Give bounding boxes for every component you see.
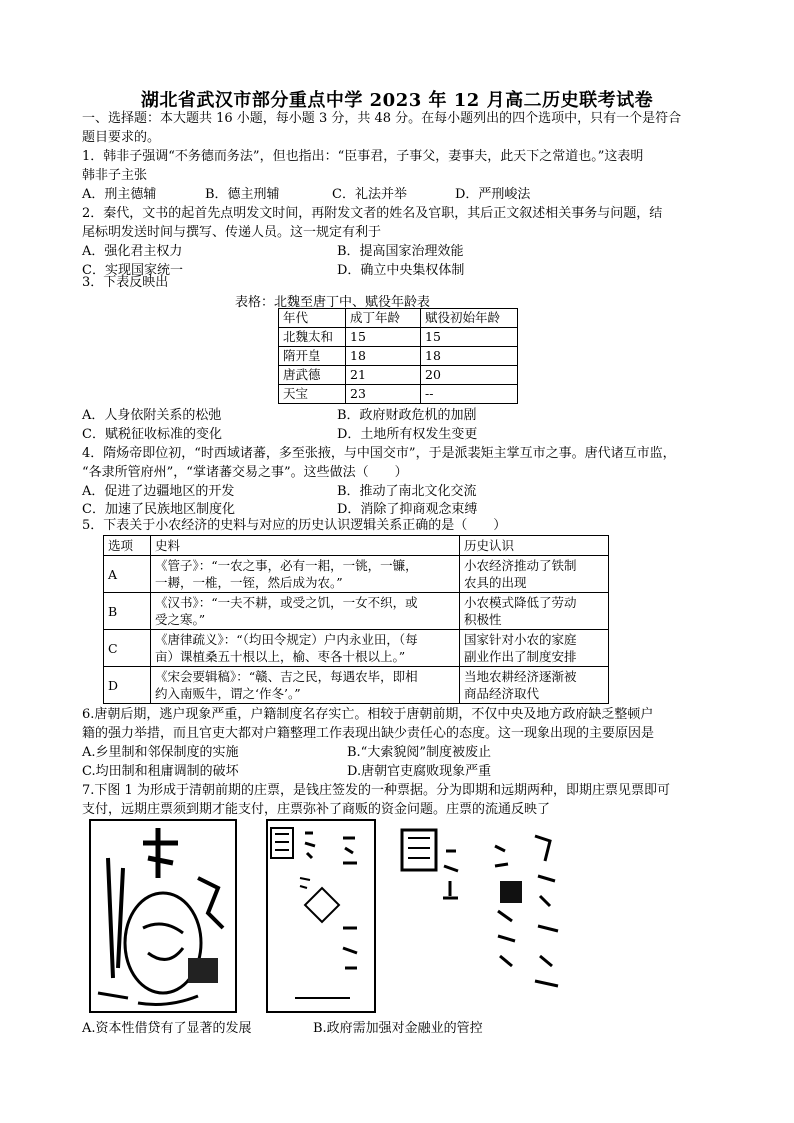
source-line: 《唐律疏义》：“（均田令规定）户内永业田，（每: [155, 632, 418, 647]
question-4-option-c[interactable]: C．加速了民族地区制度化: [82, 502, 235, 517]
table-cell-key[interactable]: A: [104, 556, 151, 593]
source-line: 亩）课植桑五十根以上，榆、枣各十根以上。”: [155, 649, 406, 664]
question-4-option-a[interactable]: A．促进了边疆地区的开发: [82, 484, 235, 499]
question-7-stem: 7.下图 1 为形成于清朝前期的庄票，是钱庄签发的一种票据。分为即期和远期两种，即期庄票见票即可: [82, 783, 670, 798]
view-line: 商品经济取代: [464, 686, 540, 701]
table-cell: 北魏太和: [279, 328, 346, 347]
zhuangpiao-image-4: [490, 826, 568, 1006]
page-title: 湖北省武汉市部分重点中学 2023 年 12 月高二历史联考试卷: [140, 90, 654, 111]
question-4-option-b[interactable]: B．推动了南北文化交流: [337, 484, 477, 499]
view-line: 农具的出现: [464, 575, 527, 590]
question-2-option-b[interactable]: B．提高国家治理效能: [337, 244, 464, 259]
source-line: 受之寒。”: [155, 612, 206, 627]
question-3-option-c[interactable]: C．赋税征收标准的变化: [82, 427, 222, 442]
view-line: 小农模式降低了劳动: [464, 595, 577, 610]
table-cell: 隋开皇: [279, 347, 346, 366]
table-row: [279, 366, 518, 385]
question-6-option-c[interactable]: C.均田制和租庸调制的破坏: [82, 764, 239, 779]
question-4-option-d[interactable]: D．消除了抑商观念束缚: [337, 502, 478, 517]
table-row: [104, 593, 609, 630]
table-header-cell: 年代: [279, 309, 346, 328]
table-cell-source: [151, 556, 460, 593]
table-cell-view: [460, 630, 609, 667]
table-cell: 18: [346, 347, 421, 366]
view-line: 小农经济推动了铁制: [464, 558, 577, 573]
table-row: [279, 385, 518, 404]
table-cell: 15: [346, 328, 421, 347]
table-cell: 20: [421, 366, 518, 385]
table-header-cell: 史料: [151, 536, 460, 556]
table-cell: 23: [346, 385, 421, 404]
question-2-option-d[interactable]: D．确立中央集权体制: [337, 263, 465, 278]
table-cell: --: [421, 385, 518, 404]
question-6-option-a[interactable]: A.乡里制和邻保制度的实施: [82, 745, 239, 760]
table-header-row: [104, 536, 609, 556]
table-cell-key[interactable]: D: [104, 667, 151, 704]
age-table: [278, 308, 518, 404]
table-cell-source: [151, 630, 460, 667]
source-line: 约入南贩牛，谓之‘作冬’。”: [155, 686, 301, 701]
view-line: 国家针对小农的家庭: [464, 632, 577, 647]
question-2-option-c[interactable]: C．实现国家统一: [82, 263, 183, 278]
table-header-cell: 选项: [104, 536, 151, 556]
view-line: 当地农耕经济逐渐被: [464, 669, 577, 684]
question-7-option-b[interactable]: B.政府需加强对金融业的管控: [313, 1021, 483, 1036]
table-cell: 21: [346, 366, 421, 385]
question-6-stem: 6.唐朝后期，逃户现象严重，户籍制度名存实亡。相较于唐朝前期，不仅中央及地方政府缺乏整顿户: [82, 707, 654, 722]
view-line: 积极性: [464, 612, 502, 627]
table-row: [279, 347, 518, 366]
question-3-stem: 3．下表反映出: [82, 275, 169, 290]
question-2-stem: 2．秦代，文书的起首先点明发文时间，再附发文者的姓名及官职，其后正文叙述相关事务与问题，结: [82, 206, 663, 221]
source-line: 《管子》：“一农之事，必有一耜，一铫，一镰，: [155, 558, 418, 573]
question-1-stem: 1．韩非子强调“不务德而务法”，但也指出：“臣事君，子事父，妻事夫，此天下之常道也。”这表明: [82, 149, 644, 164]
table-cell-view: [460, 556, 609, 593]
question-6-option-d[interactable]: D.唐朝官吏腐败现象严重: [347, 764, 492, 779]
question-7-stem-cont: 支付，远期庄票须到期才能支付，庄票弥补了商贩的资金问题。庄票的流通反映了: [82, 802, 551, 817]
table-row: [104, 630, 609, 667]
question-1-option-b[interactable]: B．德主刑辅: [205, 187, 280, 202]
table-header-row: [279, 309, 518, 328]
section-instructions-cont: 题目要求的。: [82, 130, 161, 145]
table-cell: 18: [421, 347, 518, 366]
question-3-option-d[interactable]: D．土地所有权发生变更: [337, 427, 478, 442]
zhuangpiao-image-1: [88, 818, 238, 1014]
table-caption: 表格：北魏至唐丁中、赋役年龄表: [235, 295, 431, 310]
zhuangpiao-image-3: [398, 826, 478, 916]
question-2-option-a[interactable]: A．强化君主权力: [82, 244, 183, 259]
table-row: [104, 556, 609, 593]
zhuangpiao-image-2: [265, 818, 377, 1014]
economy-table: [103, 535, 609, 704]
table-cell-source: [151, 667, 460, 704]
question-3-option-b[interactable]: B．政府财政危机的加剧: [337, 408, 477, 423]
view-line: 副业作出了制度安排: [464, 649, 577, 664]
question-3-option-a[interactable]: A．人身依附关系的松弛: [82, 408, 222, 423]
table-row: [279, 328, 518, 347]
table-cell: 天宝: [279, 385, 346, 404]
source-line: 《汉书》：“一夫不耕，或受之饥，一女不织，或: [155, 595, 418, 610]
question-5-stem: 5．下表关于小农经济的史料与对应的历史认识逻辑关系正确的是（ ）: [82, 518, 507, 533]
question-4-stem: 4．隋炀帝即位初，“时西域诸蕃，多至张掖，与中国交市”，于是派裴矩主掌互市之事。唐代诸互市监，: [82, 446, 676, 461]
question-4-stem-cont: “各隶所管府州”，“掌诸蕃交易之事”。这些做法（ ）: [82, 465, 408, 480]
question-1-option-d[interactable]: D．严刑峻法: [455, 187, 531, 202]
table-cell: 15: [421, 328, 518, 347]
table-cell-view: [460, 593, 609, 630]
question-1-option-c[interactable]: C．礼法并举: [332, 187, 407, 202]
question-6-option-b[interactable]: B.“大索貌阅”制度被废止: [347, 745, 491, 760]
question-2-stem-cont: 尾标明发送时间与撰写、传递人员。这一规定有利于: [82, 225, 382, 240]
table-row: [104, 667, 609, 704]
source-line: 一耨，一椎，一铚，然后成为农。”: [155, 575, 343, 590]
section-instructions: 一、选择题：本大题共 16 小题，每小题 3 分，共 48 分。在每小题列出的四个选项中，只有一个是符合: [82, 111, 682, 126]
table-header-cell: 赋役初始年龄: [421, 309, 518, 328]
question-1-option-a[interactable]: A．刑主德辅: [82, 187, 157, 202]
question-7-option-a[interactable]: A.资本性借贷有了显著的发展: [82, 1021, 252, 1036]
question-1-stem-cont: 韩非子主张: [82, 168, 148, 183]
question-6-stem-cont: 籍的强力举措，而且官吏大都对户籍整理工作表现出缺少责任心的态度。这一现象出现的主要原因是: [82, 726, 655, 741]
table-cell-key[interactable]: C: [104, 630, 151, 667]
table-cell-source: [151, 593, 460, 630]
table-cell: 唐武德: [279, 366, 346, 385]
table-cell-view: [460, 667, 609, 704]
table-header-cell: 历史认识: [460, 536, 609, 556]
source-line: 《宋会要辑稿》：“赣、吉之民，每遇农毕，即相: [155, 669, 418, 684]
table-cell-key[interactable]: B: [104, 593, 151, 630]
table-header-cell: 成丁年龄: [346, 309, 421, 328]
